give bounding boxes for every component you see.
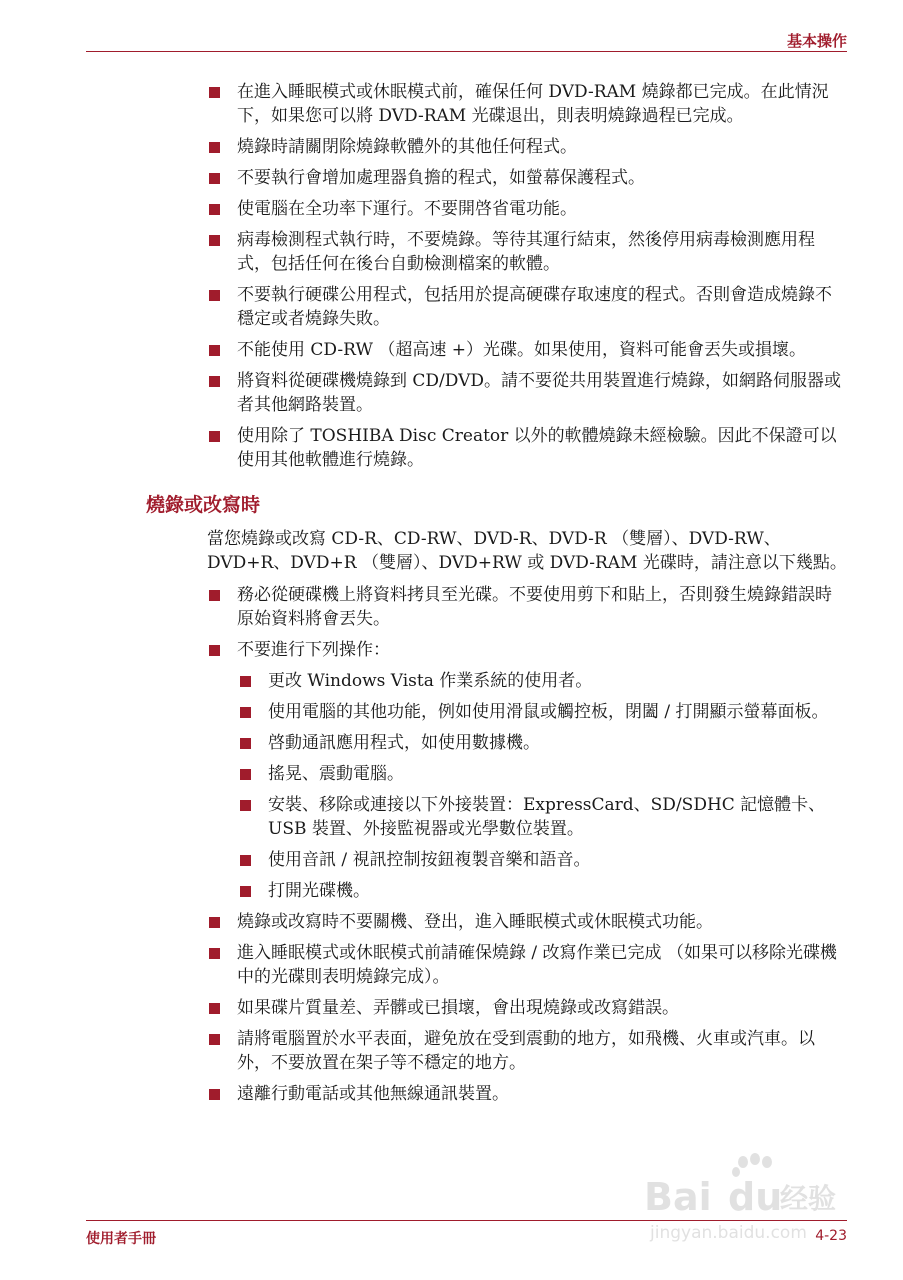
page-header-title: 基本操作 (786, 32, 847, 50)
sub-list-item: 使用音訊 / 視訊控制按鈕複製音樂和語音。 (0, 848, 903, 872)
list-item: 務必從硬碟機上將資料拷貝至光碟。不要使用剪下和貼上，否則發生燒錄錯誤時原始資料將會丟失。 (0, 583, 903, 631)
sub-list-item: 啓動通訊應用程式，如使用數據機。 (0, 731, 903, 755)
precautions-list (0, 80, 903, 472)
list-item: 不要進行下列操作： (0, 638, 903, 662)
list-item: 燒錄或改寫時不要關機、登出，進入睡眠模式或休眠模式功能。 (0, 910, 903, 934)
page-number: 4-23 (815, 1228, 847, 1244)
list-item: 將資料從硬碟機燒錄到 CD/DVD。請不要從共用裝置進行燒錄，如網路伺服器或者其他網路裝置。 (0, 369, 903, 417)
sub-list-item: 打開光碟機。 (0, 879, 903, 903)
list-item: 請將電腦置於水平表面，避免放在受到震動的地方，如飛機、火車或汽車。以外，不要放置在架子等不穩定的地方。 (0, 1027, 903, 1075)
sub-list-item: 使用電腦的其他功能，例如使用滑鼠或觸控板，閉闔 / 打開顯示螢幕面板。 (0, 700, 903, 724)
watermark-url: jingyan.baidu.com (650, 1223, 807, 1243)
footer-rule (86, 1220, 847, 1221)
burning-list (0, 583, 903, 1106)
section-heading: 燒錄或改寫時 (146, 494, 261, 516)
list-item: 不要執行硬碟公用程式，包括用於提高硬碟存取速度的程式。否則會造成燒錄不穩定或者燒錄失敗。 (0, 283, 903, 331)
list-item: 遠離行動電話或其他無線通訊裝置。 (0, 1082, 903, 1106)
list-item: 不要執行會增加處理器負擔的程式，如螢幕保護程式。 (0, 166, 903, 190)
list-item: 如果碟片質量差、弄髒或已損壞，會出現燒錄或改寫錯誤。 (0, 996, 903, 1020)
page-content (0, 80, 903, 1113)
sub-list-item: 安裝、移除或連接以下外接裝置：ExpressCard、SD/SDHC 記憶體卡、USB 裝置、外接監視器或光學數位裝置。 (0, 793, 903, 841)
list-item: 病毒檢測程式執行時，不要燒錄。等待其運行結束，然後停用病毒檢測應用程式，包括任何在後台自動檢測檔案的軟體。 (0, 228, 903, 276)
watermark-brand-tail: du (728, 1175, 783, 1219)
watermark-cn: 经验 (780, 1182, 837, 1215)
list-item: 使電腦在全功率下運行。不要開啓省電功能。 (0, 197, 903, 221)
sub-list-item: 搖晃、震動電腦。 (0, 762, 903, 786)
paw-icon (732, 1153, 772, 1177)
sub-list-item: 更改 Windows Vista 作業系統的使用者。 (0, 669, 903, 693)
list-item: 在進入睡眠模式或休眠模式前，確保任何 DVD-RAM 燒錄都已完成。在此情況下，如果您可以將 DVD-RAM 光碟退出，則表明燒錄過程已完成。 (0, 80, 903, 128)
list-item: 進入睡眠模式或休眠模式前請確保燒錄 / 改寫作業已完成 （如果可以移除光碟機中的光碟則表明燒錄完成）。 (0, 941, 903, 989)
section-intro: 當您燒錄或改寫 CD-R、CD-RW、DVD-R、DVD-R （雙層）、DVD-RW、DVD+R、DVD+R （雙層）、DVD+RW 或 DVD-RAM 光碟時，請注意以下幾點。 (207, 529, 847, 573)
header-rule (86, 51, 847, 52)
list-item: 使用除了 TOSHIBA Disc Creator 以外的軟體燒錄未經檢驗。因此不保證可以使用其他軟體進行燒錄。 (0, 424, 903, 472)
watermark-brand: Bai (644, 1175, 712, 1219)
footer-manual-title: 使用者手冊 (86, 1231, 156, 1247)
list-item: 燒錄時請關閉除燒錄軟體外的其他任何程式。 (0, 135, 903, 159)
list-item: 不能使用 CD-RW （超高速 +）光碟。如果使用，資料可能會丟失或損壞。 (0, 338, 903, 362)
